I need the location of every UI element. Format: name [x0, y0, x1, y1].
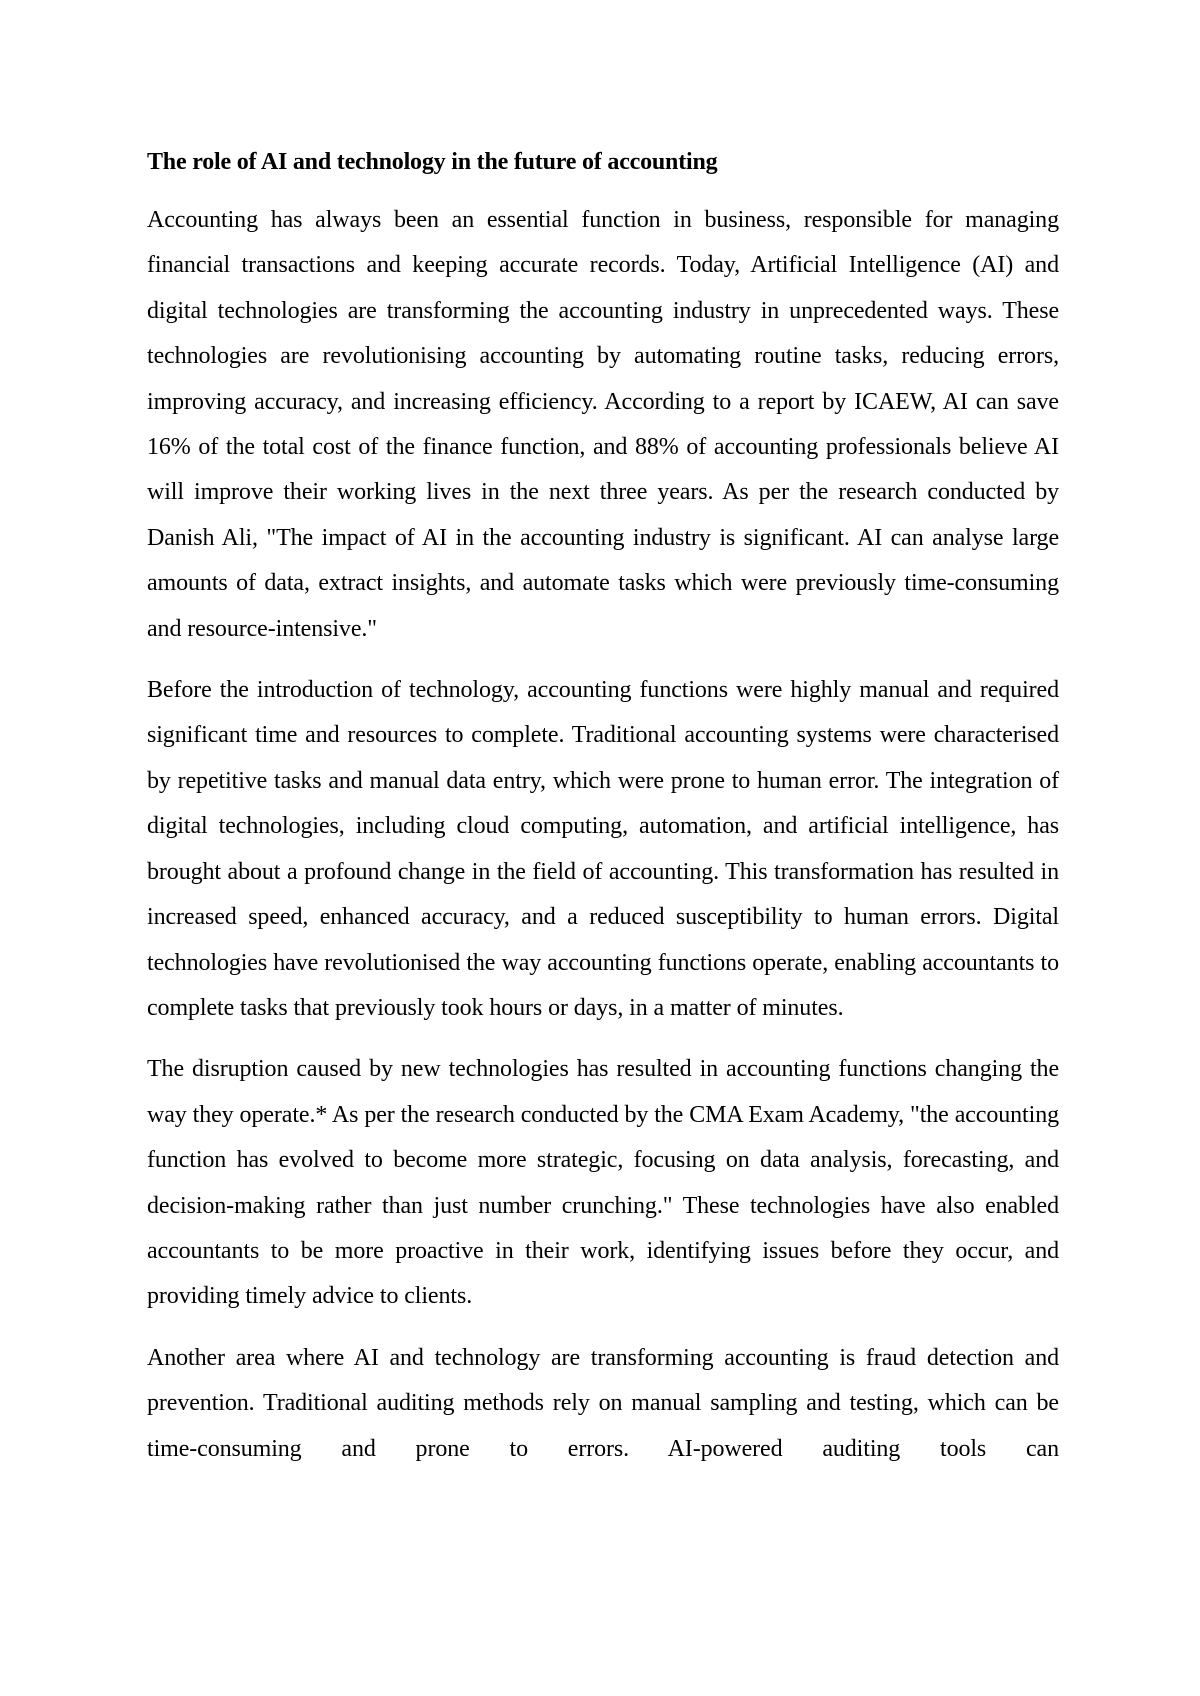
document-title: The role of AI and technology in the future of accounting: [147, 149, 718, 175]
paragraph-1: Accounting has always been an essential function in business, responsible for managing financial transactions and keeping accurate records. Today, Artificial Intelligence (AI) and digital technologies are transforming the accounting industry in unprecedented ways. These technologies are revolutionising accounting by automating routine tasks, reducing errors, improving accuracy, and increasing efficiency. According to a report by ICAEW, AI can save 16% of the total cost of the finance function, and 88% of accounting professionals believe AI will improve their working lives in the next three years. As per the research conducted by Danish Ali, "The impact of AI in the accounting industry is significant. AI can analyse large amounts of data, extract insights, and automate tasks which were previously time-consuming and resource-intensive.": [147, 207, 1059, 642]
paragraph-3: The disruption caused by new technologies has resulted in accounting functions changing the way they operate.* As per the research conducted by the CMA Exam Academy, "the accounting function has evolved to become more strategic, focusing on data analysis, forecasting, and decision-making rather than just number crunching." These technologies have also enabled accountants to be more proactive in their work, identifying issues before they occur, and providing timely advice to clients.: [147, 1056, 1059, 1310]
paragraph-4: Another area where AI and technology are transforming accounting is fraud detection and prevention. Traditional auditing methods rely on manual sampling and testing, which can be time-consuming and prone to errors. AI-powered auditing tools can: [147, 1344, 1059, 1462]
document-page: [147, 140, 1059, 1488]
paragraph-2: Before the introduction of technology, accounting functions were highly manual and required significant time and resources to complete. Traditional accounting systems were characterised by repetitive tasks and manual data entry, which were prone to human error. The integration of digital technologies, including cloud computing, automation, and artificial intelligence, has brought about a profound change in the field of accounting. This transformation has resulted in increased speed, enhanced accuracy, and a reduced susceptibility to human errors. Digital technologies have revolutionised the way accounting functions operate, enabling accountants to complete tasks that previously took hours or days, in a matter of minutes.: [147, 677, 1059, 1021]
